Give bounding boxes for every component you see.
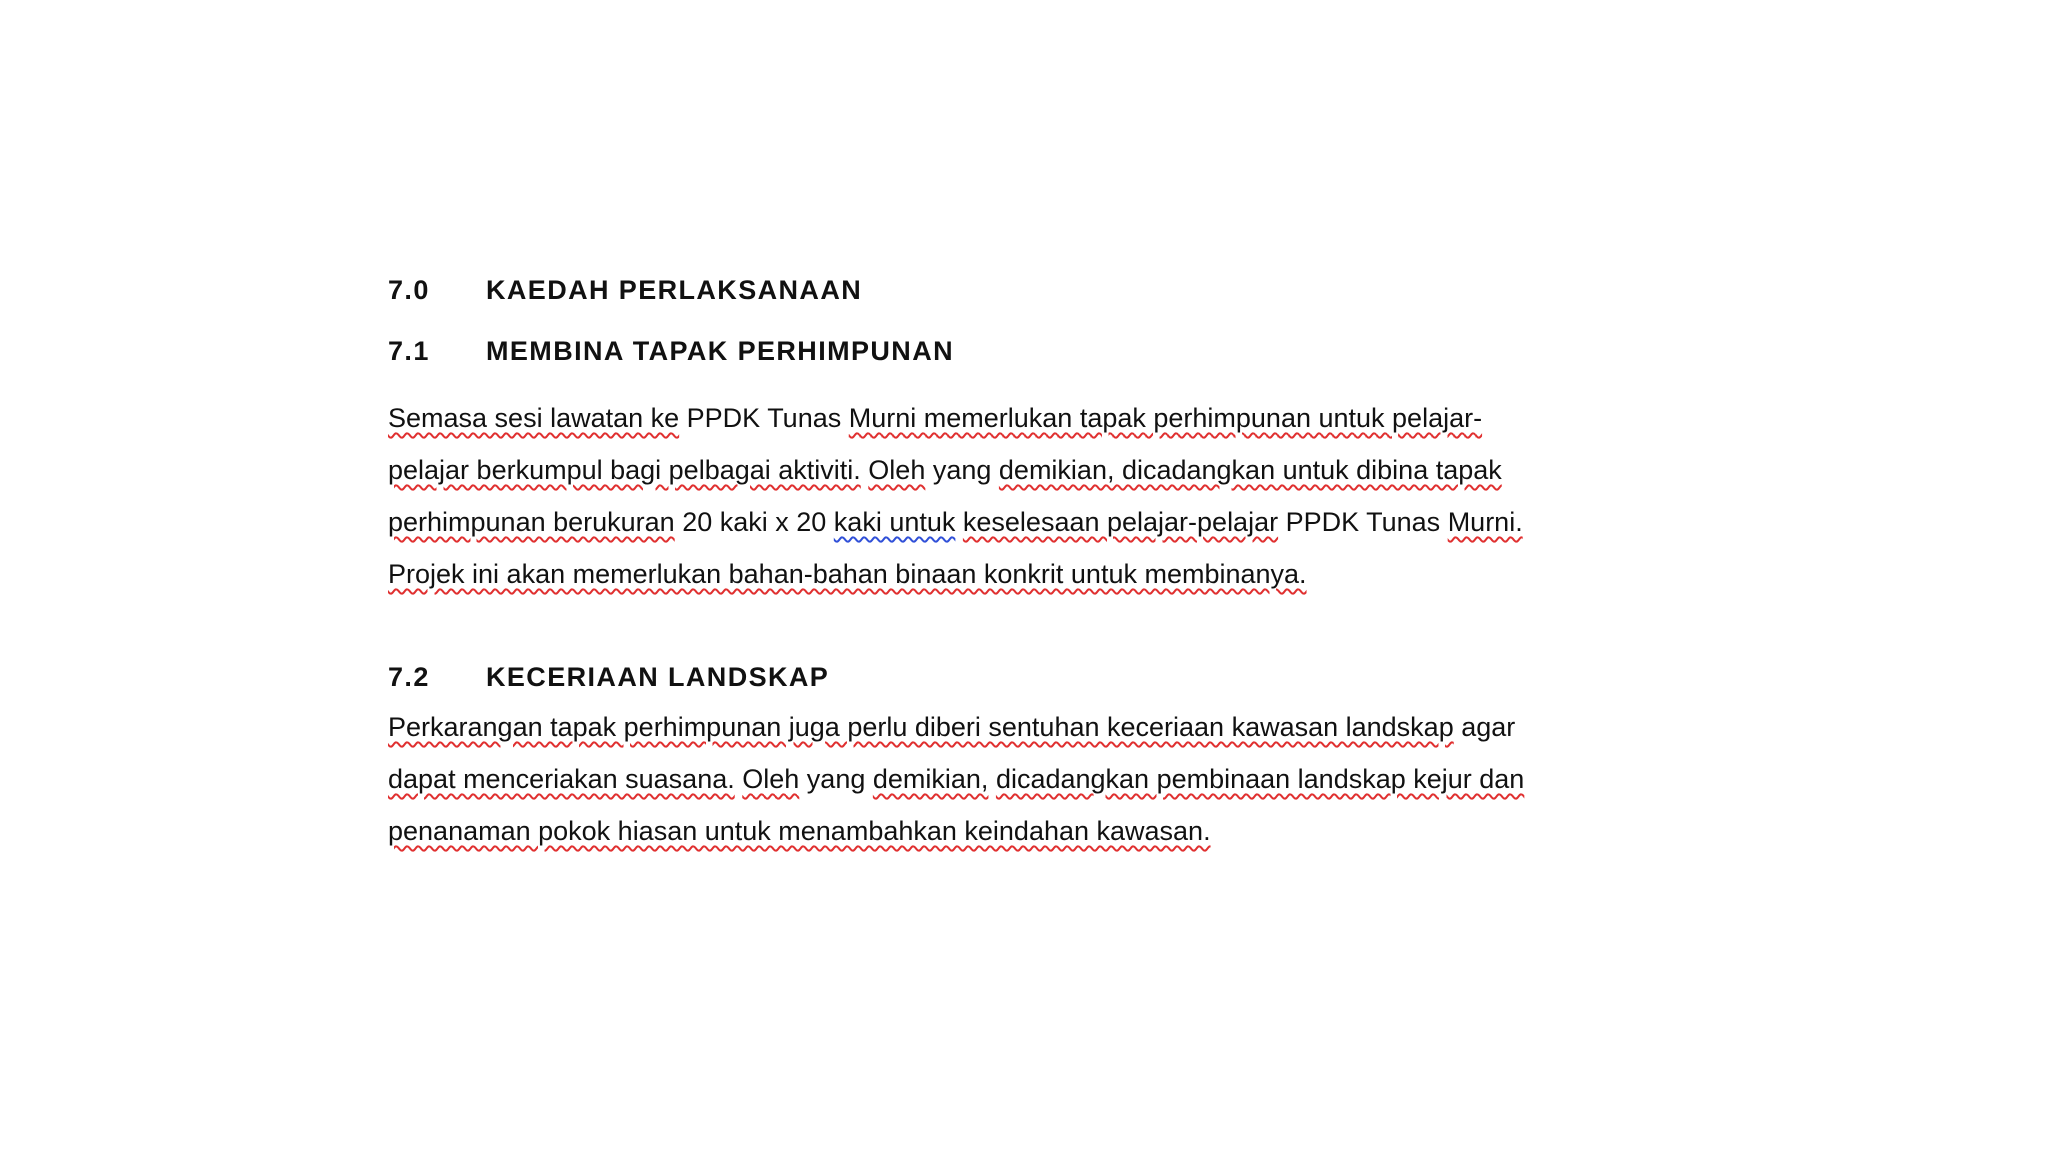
paragraph-line xyxy=(388,548,1523,600)
section-title: KAEDAH PERLAKSANAAN xyxy=(486,275,863,305)
spelling-flagged-text: Oleh xyxy=(742,764,800,794)
spelling-flagged-text: dapat menceriakan suasana. xyxy=(388,764,735,794)
paragraph-line xyxy=(388,805,1524,857)
text-span xyxy=(988,764,996,794)
spelling-flagged-text: Murni. xyxy=(1447,507,1523,537)
grammar-flagged-text: kaki untuk xyxy=(833,507,956,537)
spelling-flagged-text: demikian, xyxy=(872,764,989,794)
spelling-flagged-text: Oleh xyxy=(868,455,926,485)
section-heading-7-1 xyxy=(388,334,954,368)
spelling-flagged-text: dicadangkan pembinaan landskap kejur dan xyxy=(995,764,1525,794)
spelling-flagged-text: demikian, dicadangkan untuk dibina tapak xyxy=(998,455,1502,485)
section-heading-7-0 xyxy=(388,273,862,307)
paragraph-line xyxy=(388,701,1524,753)
paragraph-tapak-perhimpunan xyxy=(388,392,1523,600)
spelling-flagged-text: Perkarangan tapak perhimpunan juga perlu diberi sentuhan keceriaan kawasan landskap xyxy=(388,712,1454,742)
text-span: PPDK Tunas xyxy=(679,403,849,433)
spelling-flagged-text: penanaman pokok hiasan untuk menambahkan keindahan kawasan. xyxy=(388,816,1211,846)
spelling-flagged-text: keselesaan pelajar-pelajar xyxy=(962,507,1279,537)
spelling-flagged-text: Murni memerlukan tapak perhimpunan untuk pelajar- xyxy=(848,403,1483,433)
section-heading-7-2 xyxy=(388,660,829,694)
text-span: yang xyxy=(799,764,873,794)
text-span xyxy=(955,507,963,537)
paragraph-line xyxy=(388,444,1523,496)
section-title: KECERIAAN LANDSKAP xyxy=(486,662,830,692)
spelling-flagged-text: Semasa sesi lawatan ke xyxy=(388,403,680,433)
text-span: agar xyxy=(1453,712,1516,742)
section-number: 7.0 xyxy=(388,275,430,305)
section-title: MEMBINA TAPAK PERHIMPUNAN xyxy=(486,336,954,366)
paragraph-line xyxy=(388,392,1523,444)
section-number: 7.2 xyxy=(388,662,430,692)
spelling-flagged-text: perhimpunan berukuran xyxy=(388,507,675,537)
paragraph-keceriaan-landskap xyxy=(388,701,1524,857)
text-span: PPDK Tunas xyxy=(1278,507,1448,537)
text-span: 20 kaki x 20 xyxy=(674,507,834,537)
section-number: 7.1 xyxy=(388,336,430,366)
spelling-flagged-text: pelajar berkumpul bagi pelbagai aktiviti. xyxy=(388,455,861,485)
spelling-flagged-text: Projek ini akan memerlukan bahan-bahan binaan konkrit untuk membinanya. xyxy=(388,559,1307,589)
paragraph-line xyxy=(388,496,1523,548)
text-span: yang xyxy=(925,455,999,485)
paragraph-line xyxy=(388,753,1524,805)
